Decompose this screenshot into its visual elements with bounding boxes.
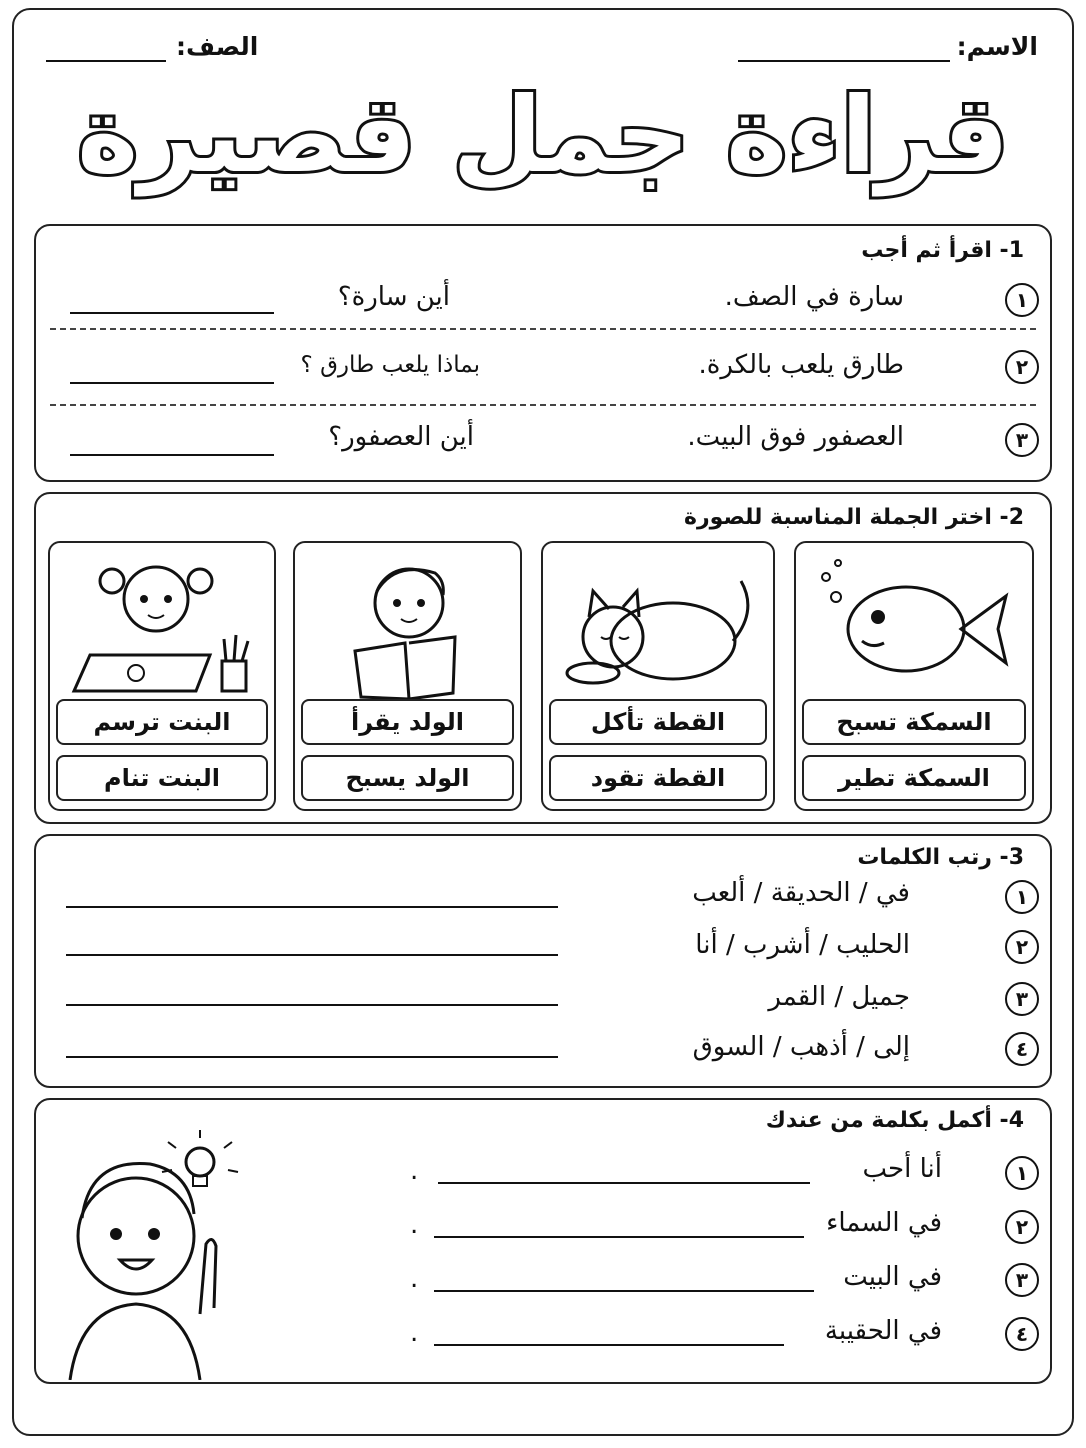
period: . — [410, 1210, 419, 1240]
prompt-text: في البيت — [843, 1262, 942, 1292]
cat-icon — [553, 551, 767, 701]
name-label: الاسم: — [956, 32, 1038, 61]
picture-card-fish — [794, 541, 1034, 811]
option-button[interactable]: البنت ترسم — [56, 699, 268, 745]
answer-line[interactable] — [66, 954, 558, 956]
item-number: ٣ — [1005, 982, 1039, 1016]
scrambled-words: في / الحديقة / ألعب — [692, 878, 910, 908]
item-number: ١ — [1005, 1156, 1039, 1190]
picture-card-boy-reading — [293, 541, 522, 811]
read-sentence: طارق يلعب بالكرة. — [698, 350, 904, 380]
answer-line[interactable] — [70, 454, 274, 456]
item-number: ١ — [1005, 283, 1039, 317]
prompt-text: في السماء — [826, 1208, 942, 1238]
item-number: ٣ — [1005, 423, 1039, 457]
class-field-line[interactable] — [46, 60, 166, 62]
divider — [50, 404, 1036, 406]
picture-card-girl-drawing — [48, 541, 276, 811]
prompt-text: في الحقيبة — [824, 1316, 942, 1346]
section2-title: 2- اختر الجملة المناسبة للصورة — [684, 505, 1024, 530]
read-sentence: العصفور فوق البيت. — [687, 422, 904, 452]
item-number: ٤ — [1005, 1032, 1039, 1066]
answer-line[interactable] — [70, 312, 274, 314]
prompt-text: أنا أحب — [862, 1154, 942, 1184]
answer-line[interactable] — [438, 1182, 810, 1184]
option-button[interactable]: القطة تقود — [549, 755, 767, 801]
option-button[interactable]: السمكة تطير — [802, 755, 1026, 801]
item-number: ٤ — [1005, 1317, 1039, 1351]
option-button[interactable]: الولد يسبح — [301, 755, 514, 801]
item-number: ٢ — [1005, 1210, 1039, 1244]
period: . — [410, 1318, 419, 1348]
name-field-line[interactable] — [738, 60, 950, 62]
option-button[interactable]: القطة تأكل — [549, 699, 767, 745]
question: أين العصفور؟ — [328, 422, 474, 452]
item-number: ٣ — [1005, 1263, 1039, 1297]
section4-title: 4- أكمل بكلمة من عندك — [765, 1108, 1024, 1133]
page-title: قراءة جمل قصيرة — [76, 74, 1010, 196]
item-number: ٢ — [1005, 930, 1039, 964]
scrambled-words: جميل / القمر — [768, 982, 910, 1012]
item-number: ١ — [1005, 880, 1039, 914]
section1-title: 1- اقرأ ثم أجب — [861, 238, 1024, 263]
period: . — [410, 1156, 419, 1186]
answer-line[interactable] — [434, 1344, 784, 1346]
answer-line[interactable] — [66, 1056, 558, 1058]
boy-idea-icon — [40, 1118, 250, 1380]
class-label: الصف: — [176, 32, 259, 61]
question: أين سارة؟ — [337, 282, 450, 312]
answer-line[interactable] — [434, 1290, 814, 1292]
answer-line[interactable] — [66, 906, 558, 908]
fish-icon — [806, 551, 1026, 701]
option-button[interactable]: البنت تنام — [56, 755, 268, 801]
scrambled-words: الحليب / أشرب / أنا — [695, 930, 910, 960]
divider — [50, 328, 1036, 330]
option-button[interactable]: الولد يقرأ — [301, 699, 514, 745]
answer-line[interactable] — [66, 1004, 558, 1006]
question: بماذا يلعب طارق ؟ — [300, 352, 480, 378]
scrambled-words: إلى / أذهب / السوق — [692, 1032, 910, 1062]
picture-card-cat — [541, 541, 775, 811]
read-sentence: سارة في الصف. — [724, 282, 904, 312]
boy-reading-icon — [305, 551, 514, 701]
item-number: ٢ — [1005, 350, 1039, 384]
option-button[interactable]: السمكة تسبح — [802, 699, 1026, 745]
section3-title: 3- رتب الكلمات — [857, 845, 1024, 870]
answer-line[interactable] — [434, 1236, 804, 1238]
answer-line[interactable] — [70, 382, 274, 384]
girl-drawing-icon — [60, 551, 268, 701]
period: . — [410, 1264, 419, 1294]
